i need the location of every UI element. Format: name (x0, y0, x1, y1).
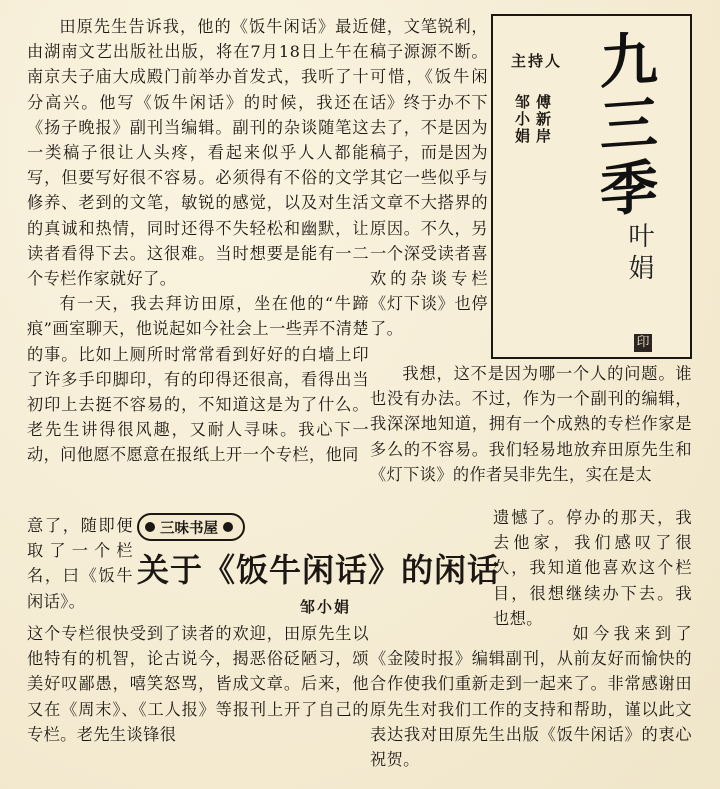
column-title-calligraphy: 九三季 (590, 27, 658, 225)
article-column-3 (370, 361, 692, 487)
article-column-3-indented (493, 505, 692, 631)
host-name-2: 邹小娟 (513, 94, 531, 145)
article-column-1-bottom (27, 621, 369, 747)
paragraph-4: 我想，这不是因为哪一个人的问题。谁也没有办法。不过，作为一个副刊的编辑，我深深地知道，拥有一个成熟的专栏作家是多么的不容易。我们轻易地放弃田原先生和《灯下谈》的作者吴非先生，实在是太 (370, 364, 692, 484)
bullet-dot-icon (145, 522, 155, 532)
section-badge-label: 三味书屋 (160, 520, 218, 537)
article-byline: 邹小娟 (300, 598, 352, 616)
section-badge (137, 513, 245, 541)
paragraph-5: 如今我来到了《金陵时报》编辑副刊，从前友好而愉快的合作使我们重新走到一起来了。非常感谢田原先生对我们工作的支持和帮助，谨以此文表达我对田原先生出版《饭牛闲话》的衷心祝贺。 (370, 624, 692, 770)
paragraph-2: 有一天，我去拜访田原，坐在他的“牛蹄痕”画室聊天，他说起如今社会上一些弄不清楚的事。比如上厕所时常常看到好好的白墙上印了许多手印脚印，有的印得还很高，看得出当初印上去挺不容易的，不知道这是为了什么。老先生讲得很风趣，又耐人寻味。我心下一动，问他愿不愿意在报纸上开一个专栏，他同 (27, 294, 369, 465)
calligrapher-signature: 叶娟 (624, 222, 654, 286)
paragraph-3: 这个专栏很快受到了读者的欢迎，田原先生以他特有的机智，论古说今，揭恶俗砭陋习，颂美好叹鄙愚，嘻笑怒骂，皆成文章。后来，他又在《周末》、《工人报》等报刊上开了自己的专栏。老先生谈锋很 (27, 624, 369, 744)
article-column-1-narrow (27, 513, 133, 614)
paragraph-1: 田原先生告诉我，他的《饭牛闲话》最近由湖南文艺出版社出版，将在7月18日上午在南京夫子庙大成殿门前举办首发式，我听了十分高兴。他写《饭牛闲话》的时候，我还在《扬子晚报》副刊当编辑。副刊的杂谈随笔这一类稿子很让人头疼，看起来似乎人人都能写，但要写好很不容易。必须得有不俗的文学修养、老到的文笔，敏锐的感觉，以及对生活的真诚和热情，同时还得不失轻松和幽默，让读者看得下去。这很难。当时想要是能有一二个专栏作家就好了。 (27, 17, 369, 289)
article-column-3-bottom (370, 621, 692, 772)
host-name-1: 傅新岸 (534, 94, 552, 145)
host-label: 主持人 (511, 52, 563, 70)
article-headline: 关于《饭牛闲话》的闲话 (137, 551, 501, 589)
seal-stamp-icon: 印 (634, 334, 652, 352)
paragraph-4-continued: 遗憾了。停办的那天，我去他家，我们感叹了很久，我知道他喜欢这个栏目，很想继续办下去。我也想。 (493, 508, 692, 628)
paragraph-3-continued: 健，文笔锐利，稿子源源不断。可惜，《饭牛闲话》终于办不下去了，不是因为稿子，而是因为其它一些似乎与文章不大搭界的原因。不久，另一个深受读者喜欢的杂谈专栏《灯下谈》也停了。 (370, 17, 488, 339)
article-column-1 (27, 14, 369, 468)
column-masthead-box (491, 14, 692, 359)
bullet-dot-icon (223, 522, 233, 532)
article-column-2 (370, 14, 488, 342)
paragraph-2-continued: 意了，随即便取了一个栏名，曰《饭牛闲话》。 (27, 516, 133, 611)
